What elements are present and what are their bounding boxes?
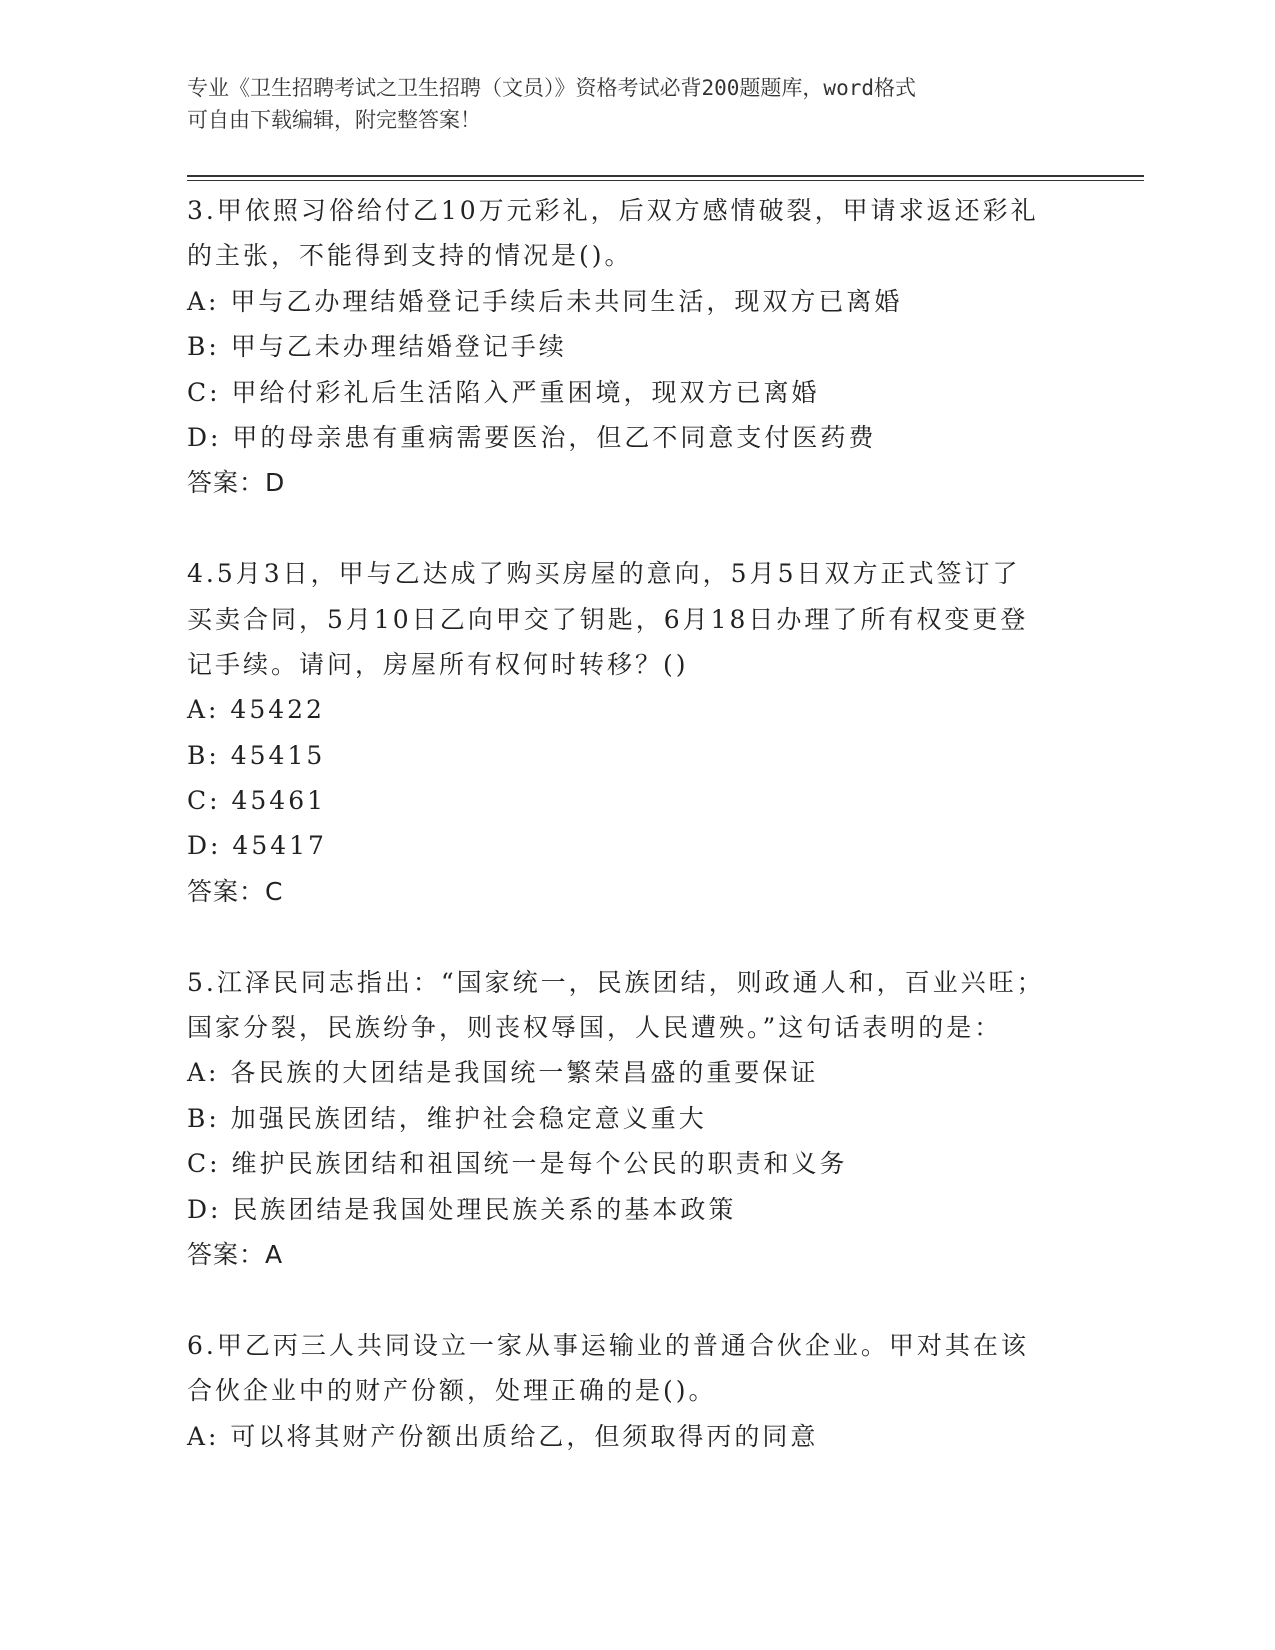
question-spacer bbox=[187, 1277, 1087, 1322]
option-a: A: 甲与乙办理结婚登记手续后未共同生活，现双方已离婚 bbox=[187, 286, 903, 316]
question-6 bbox=[187, 1323, 1087, 1459]
header-line-2: 可自由下载编辑，附完整答案！ bbox=[187, 108, 481, 132]
option-d: D: 45417 bbox=[187, 831, 327, 861]
option-b: B: 45415 bbox=[187, 740, 326, 770]
option-b: B: 甲与乙未办理结婚登记手续 bbox=[187, 332, 567, 362]
option-c: C: 维护民族团结和祖国统一是每个公民的职责和义务 bbox=[187, 1149, 848, 1179]
option-a: A: 各民族的大团结是我国统一繁荣昌盛的重要保证 bbox=[187, 1058, 819, 1088]
option-d: D: 民族团结是我国处理民族关系的基本政策 bbox=[187, 1194, 737, 1224]
option-d: D: 甲的母亲患有重病需要医治，但乙不同意支付医药费 bbox=[187, 422, 877, 452]
header-divider-thick bbox=[187, 175, 1144, 177]
option-a: A: 可以将其财产份额出质给乙，但须取得丙的同意 bbox=[187, 1421, 819, 1451]
question-stem-line: 的主张，不能得到支持的情况是()。 bbox=[187, 241, 633, 271]
question-stem-line: 5.江泽民同志指出：“国家统一，民族团结，则政通人和，百业兴旺； bbox=[187, 967, 1045, 997]
document-header bbox=[187, 72, 1087, 136]
header-line-1: 专业《卫生招聘考试之卫生招聘（文员）》资格考试必背200题题库，word格式 bbox=[187, 76, 916, 100]
question-4 bbox=[187, 551, 1087, 914]
question-spacer bbox=[187, 506, 1087, 551]
question-3 bbox=[187, 188, 1087, 506]
question-stem-line: 6.甲乙丙三人共同设立一家从事运输业的普通合伙企业。甲对其在该 bbox=[187, 1330, 1029, 1360]
question-stem-line: 合伙企业中的财产份额，处理正确的是()。 bbox=[187, 1376, 717, 1406]
option-c: C: 甲给付彩礼后生活陷入严重困境，现双方已离婚 bbox=[187, 377, 820, 407]
question-stem-line: 国家分裂，民族纷争，则丧权辱国，人民遭殃。”这句话表明的是： bbox=[187, 1013, 1003, 1043]
question-5 bbox=[187, 960, 1087, 1278]
option-c: C: 45461 bbox=[187, 786, 327, 816]
question-stem-line: 记手续。请问，房屋所有权何时转移？() bbox=[187, 649, 689, 679]
question-stem-line: 买卖合同，5月10日乙向甲交了钥匙，6月18日办理了所有权变更登 bbox=[187, 604, 1029, 634]
header-divider-thin bbox=[187, 180, 1144, 181]
question-list bbox=[187, 188, 1087, 1459]
answer-line: 答案：D bbox=[187, 468, 286, 498]
option-b: B: 加强民族团结，维护社会稳定意义重大 bbox=[187, 1103, 707, 1133]
answer-line: 答案：A bbox=[187, 1239, 284, 1269]
option-a: A: 45422 bbox=[187, 695, 325, 725]
question-stem-line: 3.甲依照习俗给付乙10万元彩礼，后双方感情破裂，甲请求返还彩礼 bbox=[187, 196, 1039, 225]
question-spacer bbox=[187, 914, 1087, 959]
question-stem-line: 4.5月3日，甲与乙达成了购买房屋的意向，5月5日双方正式签订了 bbox=[187, 559, 1021, 589]
answer-line: 答案：C bbox=[187, 876, 284, 906]
